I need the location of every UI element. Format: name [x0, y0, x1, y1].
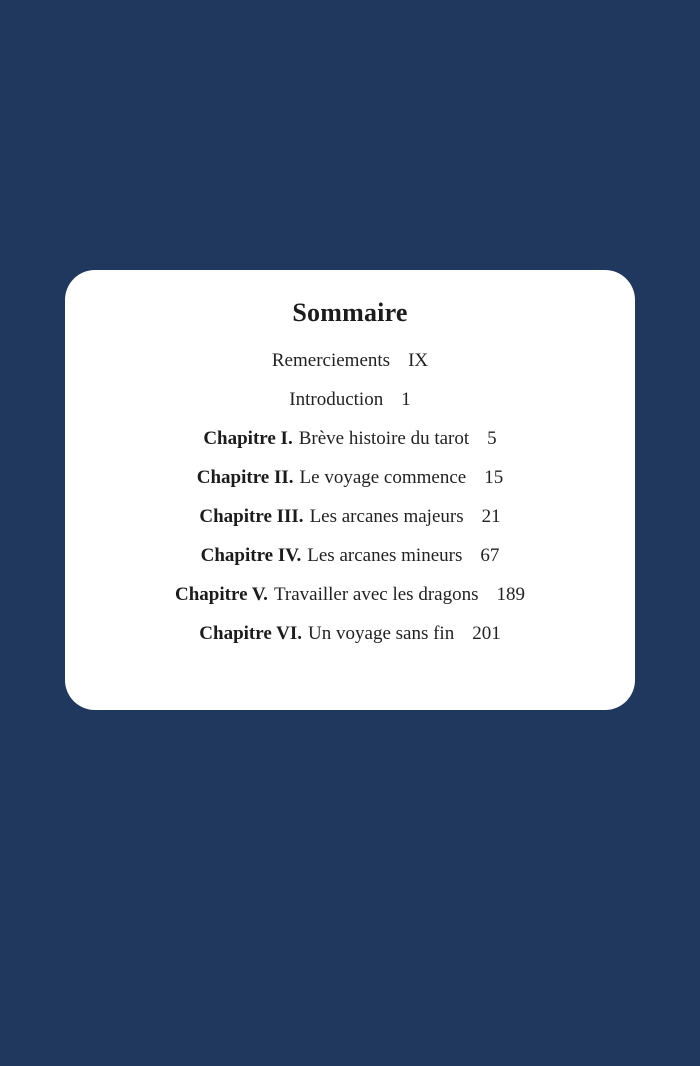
toc-entry-label: Travailler avec les dragons	[273, 584, 479, 606]
toc-entry-label: Les arcanes majeurs	[309, 506, 464, 528]
toc-entry-page-number: 21	[481, 506, 501, 528]
toc-entry-chapitre-1[interactable]	[65, 419, 635, 458]
toc-entry-page-number: 1	[401, 389, 411, 411]
toc-entry-page-number: IX	[408, 350, 429, 372]
toc-entry-label: Remerciements	[271, 350, 391, 372]
toc-entry-chapitre-2[interactable]	[65, 458, 635, 497]
toc-list	[65, 341, 635, 653]
toc-entry-page-number: 15	[484, 467, 504, 489]
toc-entry-prefix: Chapitre II.	[196, 467, 294, 489]
toc-entry-label: Le voyage commence	[299, 467, 467, 489]
toc-entry-chapitre-3[interactable]	[65, 497, 635, 536]
toc-entry-label: Introduction	[289, 389, 384, 411]
toc-entry-label: Un voyage sans fin	[308, 623, 455, 645]
toc-entry-page-number: 201	[472, 623, 501, 645]
toc-entry-prefix: Chapitre V.	[175, 584, 268, 606]
contents-card	[65, 270, 635, 710]
toc-entry-label: Les arcanes mineurs	[307, 545, 463, 567]
toc-entry-prefix: Chapitre IV.	[200, 545, 302, 567]
toc-entry-introduction[interactable]	[65, 380, 635, 419]
toc-entry-chapitre-5[interactable]	[65, 575, 635, 614]
toc-entry-remerciements[interactable]	[65, 341, 635, 380]
toc-entry-chapitre-6[interactable]	[65, 614, 635, 653]
toc-entry-prefix: Chapitre I.	[203, 428, 293, 450]
toc-entry-page-number: 5	[487, 428, 497, 450]
toc-entry-label: Brève histoire du tarot	[298, 428, 470, 450]
page-title: Sommaire	[292, 298, 408, 327]
toc-entry-prefix: Chapitre III.	[199, 506, 304, 528]
toc-entry-chapitre-4[interactable]	[65, 536, 635, 575]
toc-entry-prefix: Chapitre VI.	[199, 623, 303, 645]
toc-entry-page-number: 189	[496, 584, 525, 606]
toc-entry-page-number: 67	[480, 545, 500, 567]
